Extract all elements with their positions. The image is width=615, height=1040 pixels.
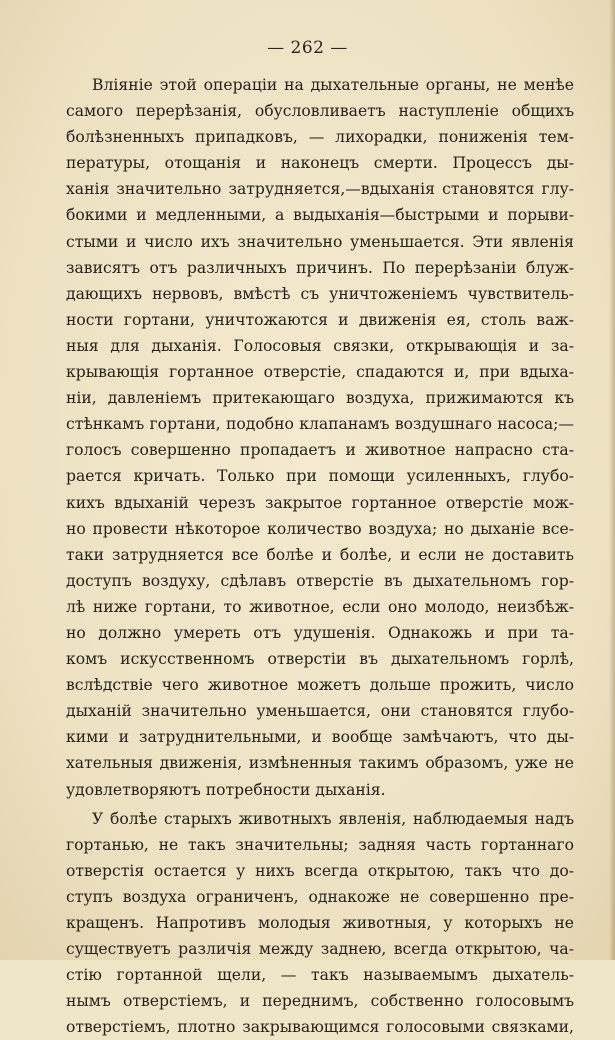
- text-line: гортанью, не такъ значительны; задняя часть гортаннаго: [66, 835, 574, 854]
- text-line: зависятъ отъ различныхъ причинъ. По перерѣзаніи блуж-: [66, 258, 574, 277]
- text-line: Вліяніе этой операціи на дыхательные органы, не менѣе: [92, 76, 574, 94]
- text-line: но должно умереть отъ удушенія. Однакожь и при та-: [66, 623, 574, 642]
- text-line: ніи, давленіемъ притекающаго воздуха, прижимаются къ: [66, 389, 574, 408]
- text-line: отверстіемъ, плотно закрывающимся голосовыми связками,: [66, 1018, 574, 1037]
- text-line: ныя для дыханія. Голосовыя связки, открывающія и за-: [66, 336, 574, 355]
- text-line: стыми и число ихъ значительно уменьшается. Эти явленія: [66, 232, 574, 251]
- text-line: нымъ отверстіемъ, и переднимъ, собственно голосовымъ: [66, 992, 574, 1011]
- text-line: ности гортани, уничтожаются и движенія ея, столь важ-: [66, 310, 574, 329]
- text-line: лѣ ниже гортани, то животное, если оно молодо, неизбѣж-: [66, 597, 574, 616]
- text-line: крывающія гортанное отверстіе, спадаются и, при вдыха-: [66, 363, 574, 382]
- paragraph-2: [66, 806, 574, 1040]
- text-line: но провести нѣкоторое количество воздуха; но дыханіе все-: [66, 519, 574, 538]
- text-line: доступъ воздуху, сдѣлавъ отверстіе въ дыхательномъ гор-: [66, 571, 574, 590]
- page-text: [66, 72, 574, 1040]
- text-line: стію гортанной щели, — такъ называемымъ дыхатель-: [66, 966, 574, 985]
- text-line: пературы, отощанія и наконецъ смерти. Процессъ ды-: [66, 154, 574, 173]
- text-line: дающихъ нервовъ, вмѣстѣ съ уничтоженіемъ чувствитель-: [66, 284, 574, 303]
- text-line: стѣнкамъ гортани, подобно клапанамъ воздушнаго насоса;—: [66, 415, 574, 434]
- text-line: У болѣе старыхъ животныхъ явленія, наблюдаемыя надъ: [92, 809, 574, 828]
- page-edge-shadow: [609, 0, 615, 960]
- text-line: кими и затруднительными, и вообще замѣчаютъ, что ды-: [66, 728, 574, 747]
- text-line: ступъ воздуха ограниченъ, однакоже не совершенно пре-: [66, 887, 574, 906]
- text-line: ханія значительно затрудняется,—вдыханія становятся глу-: [66, 180, 574, 199]
- text-line: рается кричать. Только при помощи усиленныхъ, глубо-: [66, 467, 574, 486]
- text-line: комъ искусственномъ отверстіи въ дыхательномъ горлѣ,: [66, 650, 574, 669]
- text-line: вслѣдствіе чего животное можетъ дольше прожить, число: [66, 676, 574, 695]
- paragraph-1: [66, 72, 574, 803]
- text-line: таки затрудняется все болѣе и болѣе, и если не доставить: [66, 545, 574, 564]
- text-line: кихъ вдыханій черезъ закрытое гортанное отверстіе мож-: [66, 493, 574, 512]
- text-line: отверстія остается у нихъ всегда открытою, такъ что до-: [66, 861, 574, 880]
- text-line: бокими и медленными, а выдыханія—быстрыми и порыви-: [66, 206, 574, 225]
- text-line: болѣзненныхъ припадковъ, — лихорадки, пониженія тем-: [66, 128, 574, 147]
- text-line: дыханій значительно уменьшается, они становятся глубо-: [66, 702, 574, 721]
- page-number: — 262 —: [267, 38, 348, 58]
- text-line: удовлетворяютъ потребности дыханія.: [66, 780, 386, 799]
- text-line: хательныя движенія, измѣненныя такимъ образомъ, уже не: [66, 754, 574, 773]
- text-line: самого перерѣзанія, обусловливаетъ наступленіе общихъ: [66, 102, 574, 121]
- text-line: голосъ совершенно пропадаетъ и животное напрасно ста-: [66, 441, 574, 460]
- text-line: кращенъ. Напротивъ молодыя животныя, у которыхъ не: [66, 914, 574, 932]
- text-line: существуетъ различія между заднею, всегда открытою, ча-: [66, 940, 574, 959]
